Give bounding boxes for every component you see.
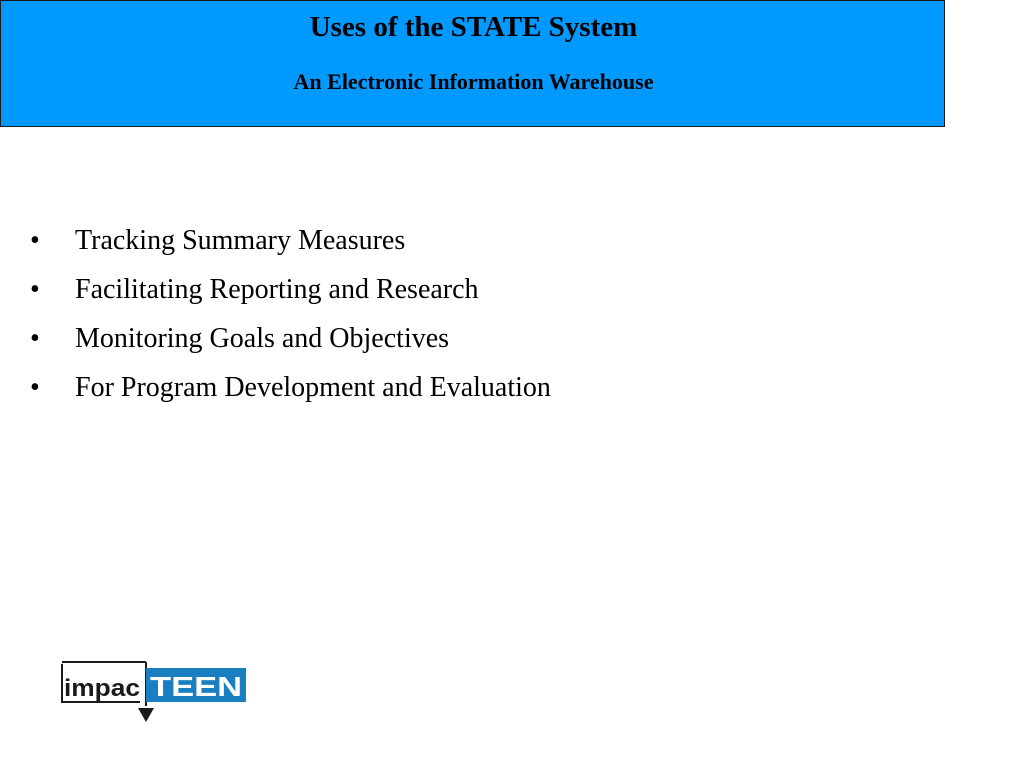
- bullet-text: Tracking Summary Measures: [75, 225, 406, 256]
- bullet-text: Monitoring Goals and Objectives: [75, 323, 450, 354]
- bullet-icon: •: [30, 323, 40, 354]
- bullet-icon: •: [30, 274, 40, 305]
- logo-right-text: TEEN: [150, 671, 242, 702]
- impacteen-logo: [60, 660, 250, 726]
- bullet-text: For Program Development and Evaluation: [75, 372, 551, 403]
- slide-title: Uses of the STATE System: [309, 11, 638, 43]
- bullet-icon: •: [30, 225, 40, 256]
- bullet-text: Facilitating Reporting and Research: [75, 274, 479, 305]
- header-banner: [0, 0, 945, 127]
- slide-subtitle: An Electronic Information Warehouse: [293, 69, 654, 94]
- bullet-icon: •: [30, 372, 40, 403]
- logo-left-text: impac: [64, 675, 140, 702]
- down-arrow-icon: [138, 708, 154, 722]
